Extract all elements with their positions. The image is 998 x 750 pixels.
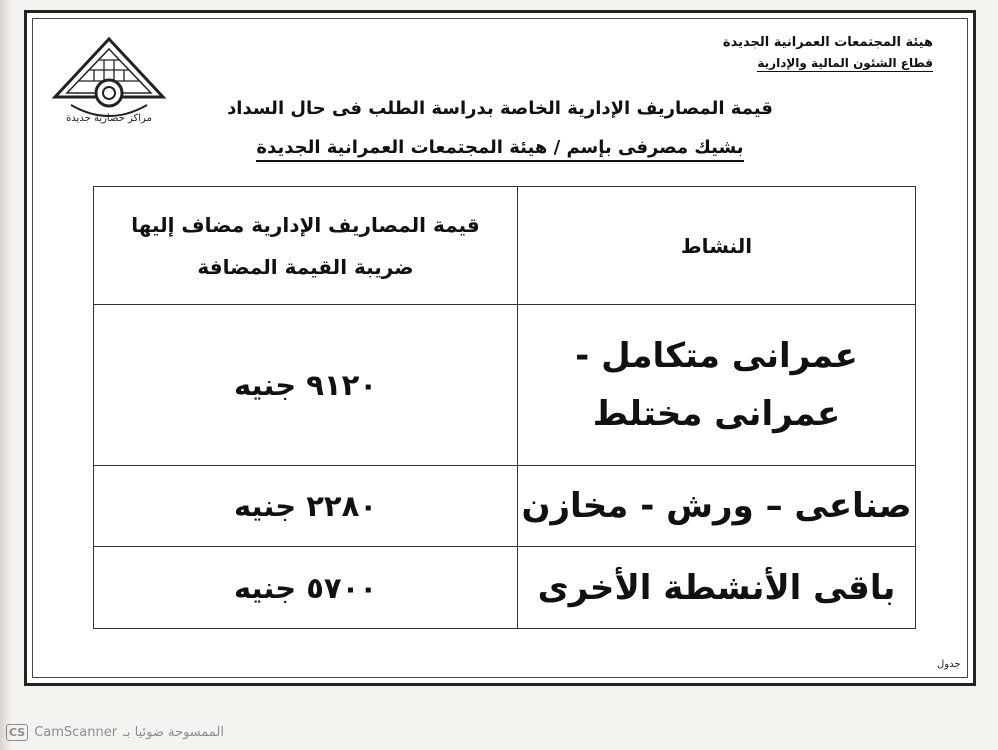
activity-line-2: عمرانى مختلط	[592, 394, 841, 434]
activity-line-1: عمرانى متكامل -	[575, 336, 858, 376]
activity-cell	[518, 305, 916, 466]
amount-cell: ٢٢٨٠ جنيه	[94, 466, 518, 547]
amount-cell: ٩١٢٠ جنيه	[94, 305, 518, 466]
fee-header-line-1: قيمة المصاريف الإدارية مضاف إليها	[131, 212, 480, 237]
table-row	[94, 466, 916, 547]
logo-caption: مراكز حضارية جديدة	[66, 113, 152, 124]
document-page	[24, 10, 976, 686]
watermark-text: الممسوحة ضوئيا بـ	[123, 725, 224, 740]
fee-column-header	[94, 187, 518, 305]
table-header-row	[94, 187, 916, 305]
title-line-1: قيمة المصاريف الإدارية الخاصة بدراسة الطلب فى حال السداد	[227, 98, 773, 119]
table-row	[94, 547, 916, 629]
activity-cell: صناعى – ورش - مخازن	[518, 466, 916, 547]
document-title	[227, 98, 773, 162]
activity-column-header: النشاط	[518, 187, 916, 305]
title-line-2: بشيك مصرفى بإسم / هيئة المجتمعات العمرانية الجديدة	[256, 137, 743, 162]
table-row	[94, 305, 916, 466]
org-name: هيئة المجتمعات العمرانية الجديدة	[722, 35, 933, 50]
fees-table	[93, 186, 916, 629]
scan-edge	[0, 0, 12, 750]
camscanner-watermark	[6, 724, 224, 741]
watermark-brand: CamScanner	[34, 725, 118, 740]
authority-logo	[49, 35, 169, 130]
amount-cell: ٥٧٠٠ جنيه	[94, 547, 518, 629]
activity-cell: باقى الأنشطة الأخرى	[518, 547, 916, 629]
fee-header-line-2: ضريبة القيمة المضافة	[197, 254, 414, 279]
footnote-label: جدول	[937, 659, 961, 670]
organization-header	[723, 35, 933, 72]
department-name: قطاع الشئون المالية والإدارية	[757, 56, 933, 70]
camscanner-logo-icon: CS	[6, 724, 28, 741]
